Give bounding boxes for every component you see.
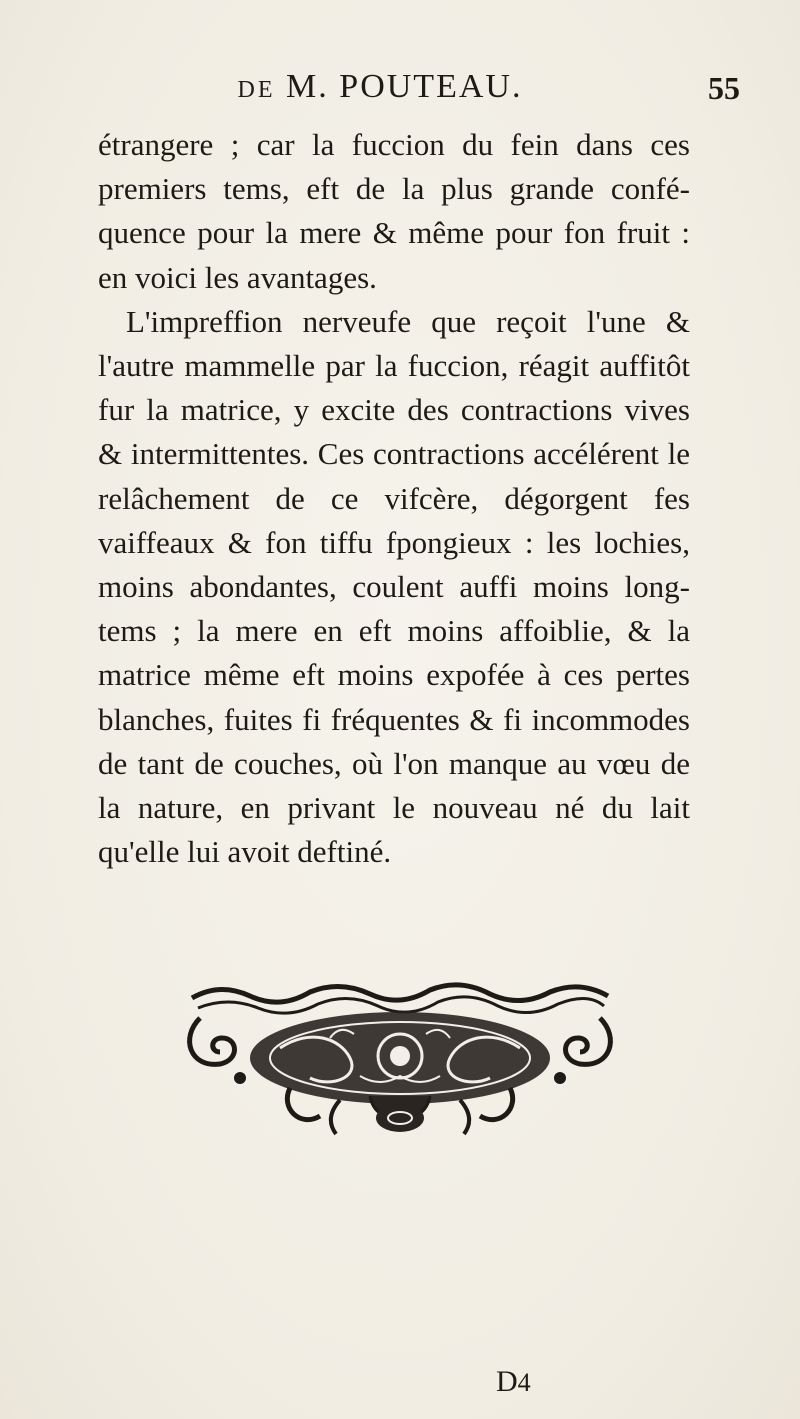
running-head-prefix: DE xyxy=(237,77,276,103)
signature-mark xyxy=(496,1365,531,1399)
floral-tailpiece-ornament xyxy=(180,978,620,1148)
signature-letter: D xyxy=(496,1365,518,1398)
running-head-title: M. POUTEAU. xyxy=(286,68,523,105)
page-number: 55 xyxy=(708,70,740,106)
body-text xyxy=(98,123,690,874)
running-head xyxy=(170,68,590,106)
signature-digit: 4 xyxy=(517,1368,531,1397)
paragraph: étrangere ; car la fuccion du fein dans ces premiers tems, eft de la plus grande confé-quence pour la mere & même pour fon fruit : en voici les avantages. xyxy=(98,127,690,295)
paragraph: L'impreffion nerveufe que reçoit l'une & l'autre mammelle par la fuccion, réagit auffitôt fur la matrice, y excite des contractions vives & intermittentes. Ces contractions accélérent le relâchement de ce vifcère, dégorgent fes vaiffeaux & fon tiffu fpongieux : les lochies, moins abondantes, coulent auffi moins long-tems ; la mere en eft moins affoiblie, & la matrice même eft moins expofée à ces pertes blanches, fuites fi fréquentes & fi incommodes de tant de couches, où l'on manque au vœu de la nature, en privant le nouveau né du lait qu'elle lui avoit deftiné. xyxy=(98,303,690,870)
